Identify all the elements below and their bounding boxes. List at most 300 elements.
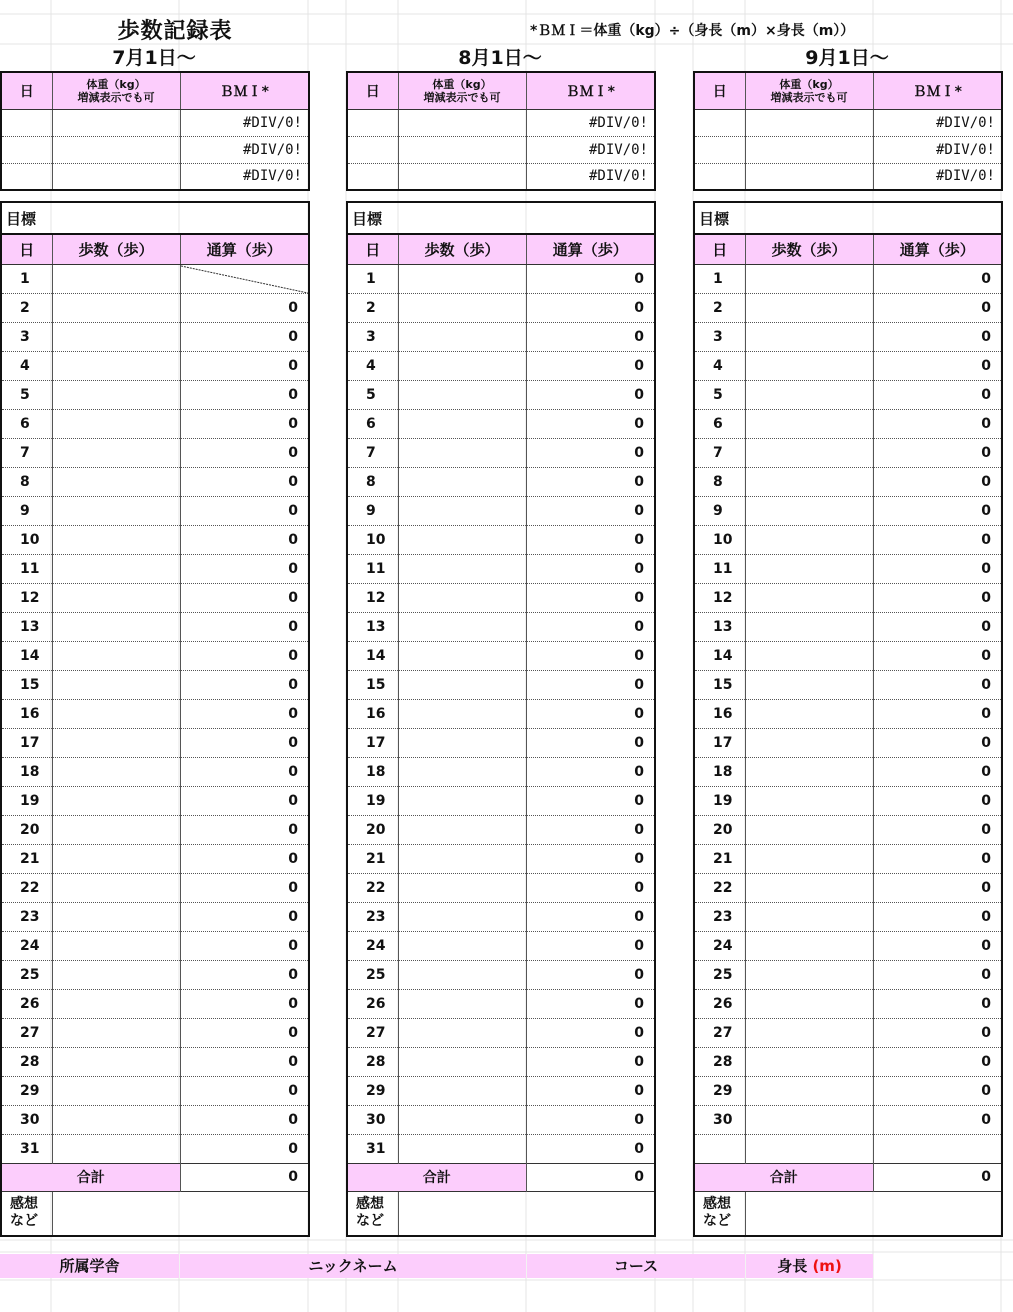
steps-cell[interactable] [745,1134,873,1163]
steps-cell[interactable] [398,699,526,728]
cumulative-cell[interactable]: 0 [526,815,655,844]
cumulative-cell[interactable]: 0 [180,815,309,844]
weight-cell[interactable] [398,136,526,163]
comment-label-line2: など [10,1213,38,1230]
day-row [1,612,309,641]
steps-cell[interactable] [52,525,180,554]
goal-input[interactable] [398,202,655,234]
steps-cell[interactable] [398,786,526,815]
day-number: 24 [1,931,52,960]
comment-input[interactable] [52,1191,309,1236]
day-row [1,699,309,728]
goal-input[interactable] [745,202,1002,234]
weight-cell[interactable] [52,163,180,190]
cumulative-cell[interactable]: 0 [873,1076,1002,1105]
day-row [1,902,309,931]
total-row [694,1163,1002,1191]
goal-row [347,202,655,234]
bmi-value[interactable]: #DIV/0! [180,163,309,190]
steps-cell[interactable] [745,1018,873,1047]
day-number: 12 [347,583,398,612]
steps-cell[interactable] [745,902,873,931]
cumulative-cell[interactable]: 0 [873,1018,1002,1047]
cumulative-cell[interactable]: 0 [180,757,309,786]
total-label: 合計 [694,1163,873,1191]
steps-cell[interactable] [398,757,526,786]
steps-cell[interactable] [52,786,180,815]
weight-cell[interactable] [745,136,873,163]
steps-cell[interactable] [52,380,180,409]
steps-cell[interactable] [745,438,873,467]
cumulative-cell[interactable]: 0 [180,931,309,960]
cumulative-cell[interactable]: 0 [873,496,1002,525]
steps-cell[interactable] [52,612,180,641]
steps-cell[interactable] [745,989,873,1018]
cumulative-cell[interactable]: 0 [873,699,1002,728]
steps-cell[interactable] [52,728,180,757]
steps-cell[interactable] [745,612,873,641]
day-number: 25 [1,960,52,989]
cumulative-cell[interactable]: 0 [526,467,655,496]
cumulative-cell[interactable]: 0 [180,873,309,902]
day-number: 6 [347,409,398,438]
cumulative-cell[interactable]: 0 [526,293,655,322]
cumulative-cell[interactable]: 0 [873,351,1002,380]
day-row [347,728,655,757]
cumulative-cell[interactable]: 0 [873,264,1002,293]
cumulative-cell[interactable]: 0 [873,728,1002,757]
steps-cell[interactable] [52,583,180,612]
steps-cell[interactable] [745,1076,873,1105]
cumulative-cell[interactable]: 0 [873,844,1002,873]
bmi-day-cell[interactable] [694,136,745,163]
cumulative-cell[interactable]: 0 [526,264,655,293]
bmi-value[interactable]: #DIV/0! [526,136,655,163]
cumulative-cell[interactable]: 0 [180,293,309,322]
steps-cell[interactable] [398,293,526,322]
day-number: 16 [347,699,398,728]
cumulative-cell[interactable]: 0 [180,902,309,931]
comment-input[interactable] [398,1191,655,1236]
weight-cell[interactable] [52,109,180,136]
comment-row [1,1191,309,1236]
steps-cell[interactable] [398,873,526,902]
cumulative-cell[interactable]: 0 [180,1047,309,1076]
weight-cell[interactable] [398,109,526,136]
cumulative-cell[interactable]: 0 [526,670,655,699]
steps-cell[interactable] [745,670,873,699]
bmi-day-cell[interactable] [694,109,745,136]
steps-cell[interactable] [745,641,873,670]
cumulative-cell[interactable]: 0 [873,467,1002,496]
cumulative-cell[interactable]: 0 [873,583,1002,612]
day-row [1,554,309,583]
steps-cell[interactable] [398,380,526,409]
cumulative-cell[interactable]: 0 [526,1134,655,1163]
steps-cell[interactable] [398,264,526,293]
cumulative-cell[interactable]: 0 [873,670,1002,699]
steps-cell[interactable] [398,902,526,931]
steps-cell[interactable] [398,496,526,525]
steps-cell[interactable] [52,1018,180,1047]
bmi-value[interactable]: #DIV/0! [873,109,1002,136]
steps-cell[interactable] [52,554,180,583]
bmi-value[interactable]: #DIV/0! [180,109,309,136]
steps-cell[interactable] [52,1047,180,1076]
bmi-day-cell[interactable] [1,163,52,190]
course-label: コース [527,1254,745,1278]
steps-cell[interactable] [52,496,180,525]
bmi-day-cell[interactable] [347,109,398,136]
cumulative-cell[interactable]: 0 [180,438,309,467]
weight-cell[interactable] [52,136,180,163]
month-title: 9月1日～ [805,47,889,69]
bmi-row [347,109,655,136]
cumulative-cell[interactable]: 0 [873,612,1002,641]
steps-cell[interactable] [745,873,873,902]
steps-cell[interactable] [398,989,526,1018]
cumulative-cell[interactable]: 0 [526,699,655,728]
nickname-label: ニックネーム [180,1254,526,1278]
steps-cell[interactable] [745,699,873,728]
goal-input[interactable] [52,202,309,234]
cumulative-cell[interactable]: 0 [180,612,309,641]
cumulative-cell[interactable]: 0 [180,1134,309,1163]
steps-cell[interactable] [398,467,526,496]
weight-header-line2: 増減表示でも可 [423,90,501,104]
day-number: 28 [1,1047,52,1076]
steps-cell[interactable] [745,264,873,293]
affiliation-label: 所属学舎 [0,1254,179,1278]
cumulative-cell[interactable]: 0 [180,670,309,699]
steps-cell[interactable] [398,322,526,351]
cumulative-cell[interactable]: 0 [873,1105,1002,1134]
steps-cell[interactable] [745,1105,873,1134]
cumulative-cell[interactable]: 0 [526,844,655,873]
cumulative-cell[interactable]: 0 [526,1076,655,1105]
cumulative-cell[interactable]: 0 [180,554,309,583]
cumulative-cell[interactable]: 0 [873,815,1002,844]
day-number: 14 [694,641,745,670]
steps-cell[interactable] [52,989,180,1018]
steps-cell[interactable] [745,351,873,380]
cumulative-cell[interactable]: 0 [873,960,1002,989]
steps-cell[interactable] [52,264,180,293]
cumulative-cell[interactable]: 0 [873,641,1002,670]
cumulative-cell[interactable]: 0 [873,409,1002,438]
steps-cell[interactable] [52,699,180,728]
steps-cell[interactable] [52,467,180,496]
cumulative-cell[interactable]: 0 [526,322,655,351]
cumulative-cell[interactable]: 0 [180,467,309,496]
steps-cell[interactable] [745,960,873,989]
steps-cell[interactable] [398,583,526,612]
steps-cell[interactable] [398,554,526,583]
steps-cell[interactable] [745,467,873,496]
cumulative-cell[interactable]: 0 [180,728,309,757]
total-value[interactable]: 0 [180,1163,309,1191]
cumulative-cell[interactable]: 0 [180,322,309,351]
steps-cell[interactable] [745,322,873,351]
bmi-day-cell[interactable] [1,136,52,163]
cumulative-cell[interactable]: 0 [873,380,1002,409]
weight-cell[interactable] [398,163,526,190]
total-value[interactable]: 0 [873,1163,1002,1191]
cumulative-cell[interactable]: 0 [873,902,1002,931]
day-row [347,670,655,699]
cumulative-cell[interactable]: 0 [180,380,309,409]
steps-cell[interactable] [52,873,180,902]
cumulative-cell[interactable]: 0 [526,960,655,989]
steps-cell[interactable] [745,554,873,583]
cumulative-cell[interactable]: 0 [180,786,309,815]
day-row [347,525,655,554]
steps-cell[interactable] [52,293,180,322]
cumulative-cell[interactable]: 0 [180,409,309,438]
cumulative-cell[interactable]: 0 [180,351,309,380]
cumulative-cell[interactable]: 0 [180,1018,309,1047]
day-number: 30 [347,1105,398,1134]
cumulative-cell[interactable]: 0 [873,1047,1002,1076]
day-number: 5 [1,380,52,409]
steps-cell[interactable] [745,496,873,525]
bmi-day-cell[interactable] [347,163,398,190]
steps-cell[interactable] [398,1134,526,1163]
day-row [694,264,1002,293]
day-row [347,293,655,322]
cumulative-cell[interactable]: 0 [180,525,309,554]
comment-label-line1: 感想 [10,1196,38,1213]
steps-cell[interactable] [52,322,180,351]
day-number: 23 [694,902,745,931]
day-row [1,641,309,670]
steps-header: 歩数（歩） [398,234,526,264]
steps-cell[interactable] [52,1105,180,1134]
cumulative-cell[interactable]: 0 [526,438,655,467]
cumulative-cell[interactable]: 0 [873,438,1002,467]
cumulative-cell[interactable]: 0 [873,322,1002,351]
steps-cell[interactable] [52,960,180,989]
cumulative-cell[interactable]: 0 [873,554,1002,583]
bmi-table [0,71,310,191]
steps-cell[interactable] [398,612,526,641]
day-number: 2 [694,293,745,322]
steps-cell[interactable] [398,1018,526,1047]
day-header: 日 [694,234,745,264]
steps-cell[interactable] [745,757,873,786]
steps-cell[interactable] [398,670,526,699]
bmi-day-cell[interactable] [347,136,398,163]
steps-cell[interactable] [398,844,526,873]
cumulative-cell[interactable]: 0 [526,786,655,815]
steps-cell[interactable] [398,1105,526,1134]
day-number: 4 [694,351,745,380]
cumulative-cell[interactable]: 0 [526,728,655,757]
footer-bar [0,1254,1013,1278]
day-row [347,1105,655,1134]
cumulative-cell[interactable]: 0 [180,1076,309,1105]
bmi-value[interactable]: #DIV/0! [526,109,655,136]
steps-cell[interactable] [745,293,873,322]
cumulative-cell[interactable]: 0 [526,496,655,525]
steps-table [346,201,656,1237]
cumulative-cell[interactable]: 0 [526,351,655,380]
bmi-value[interactable]: #DIV/0! [873,136,1002,163]
cumulative-cell[interactable]: 0 [180,699,309,728]
total-row [1,1163,309,1191]
steps-cell[interactable] [745,525,873,554]
day-number: 21 [347,844,398,873]
cumulative-cell[interactable]: 0 [180,583,309,612]
day-number: 18 [347,757,398,786]
day-row [694,844,1002,873]
steps-cell[interactable] [398,641,526,670]
day-number: 16 [1,699,52,728]
cumulative-cell[interactable]: 0 [873,525,1002,554]
day-row [1,1018,309,1047]
cumulative-cell[interactable]: 0 [873,931,1002,960]
day-number: 29 [694,1076,745,1105]
cumulative-cell[interactable]: 0 [180,496,309,525]
weight-cell[interactable] [745,163,873,190]
cumulative-cell[interactable]: 0 [180,960,309,989]
steps-cell[interactable] [52,815,180,844]
cumulative-cell[interactable]: 0 [873,293,1002,322]
steps-cell[interactable] [52,844,180,873]
steps-cell[interactable] [745,931,873,960]
steps-cell[interactable] [398,931,526,960]
day-row [694,989,1002,1018]
cumulative-cell[interactable]: 0 [180,1105,309,1134]
cumulative-cell[interactable]: 0 [873,873,1002,902]
day-number: 24 [694,931,745,960]
steps-cell[interactable] [745,844,873,873]
day-number: 22 [694,873,745,902]
day-number: 24 [347,931,398,960]
cumulative-cell[interactable]: 0 [526,757,655,786]
cumulative-cell[interactable]: 0 [873,989,1002,1018]
bmi-value[interactable]: #DIV/0! [526,163,655,190]
day-row [347,699,655,728]
steps-cell[interactable] [745,728,873,757]
bmi-value[interactable]: #DIV/0! [873,163,1002,190]
day-row [694,902,1002,931]
steps-cell[interactable] [52,1134,180,1163]
day-row [347,641,655,670]
cumulative-cell[interactable]: 0 [526,380,655,409]
steps-cell[interactable] [52,757,180,786]
cumulative-cell[interactable]: 0 [526,409,655,438]
steps-cell[interactable] [52,931,180,960]
day-number: 26 [1,989,52,1018]
bmi-row [1,163,309,190]
cumulative-cell[interactable]: 0 [526,1105,655,1134]
steps-cell[interactable] [398,409,526,438]
comment-input[interactable] [745,1191,1002,1236]
steps-cell[interactable] [52,641,180,670]
steps-cell[interactable] [398,815,526,844]
day-number: 2 [1,293,52,322]
weight-header-line1: 体重（kg） [432,77,492,91]
steps-cell[interactable] [745,380,873,409]
day-number: 20 [347,815,398,844]
steps-cell[interactable] [52,438,180,467]
cumulative-cell[interactable]: 0 [526,989,655,1018]
day-number: 3 [694,322,745,351]
steps-cell[interactable] [745,583,873,612]
day-row [347,960,655,989]
bmi-day-cell[interactable] [1,109,52,136]
cumulative-cell[interactable]: 0 [180,641,309,670]
steps-cell[interactable] [398,351,526,380]
cumulative-cell[interactable]: 0 [526,873,655,902]
day-header: 日 [694,72,745,109]
steps-cell[interactable] [52,409,180,438]
goal-row [694,202,1002,234]
steps-cell[interactable] [398,1076,526,1105]
total-value[interactable]: 0 [526,1163,655,1191]
day-row [1,873,309,902]
cumulative-cell[interactable]: 0 [526,583,655,612]
day-number: 15 [347,670,398,699]
steps-cell[interactable] [398,728,526,757]
day-number: 28 [347,1047,398,1076]
day-row [347,583,655,612]
cumulative-cell[interactable]: 0 [526,554,655,583]
cumulative-cell[interactable]: 0 [526,641,655,670]
day-row [347,467,655,496]
steps-cell[interactable] [398,438,526,467]
day-number: 11 [694,554,745,583]
day-number: 12 [694,583,745,612]
cumulative-cell[interactable]: 0 [873,757,1002,786]
cumulative-cell[interactable]: 0 [526,1047,655,1076]
cumulative-cell[interactable]: 0 [526,525,655,554]
cumulative-cell[interactable]: 0 [526,931,655,960]
steps-cell[interactable] [398,525,526,554]
cumulative-cell[interactable]: 0 [180,844,309,873]
cumulative-cell[interactable]: 0 [526,1018,655,1047]
steps-cell[interactable] [745,786,873,815]
cumulative-cell[interactable]: 0 [180,989,309,1018]
day-row [694,873,1002,902]
day-number: 18 [1,757,52,786]
steps-cell[interactable] [52,902,180,931]
steps-cell[interactable] [52,1076,180,1105]
bmi-day-cell[interactable] [694,163,745,190]
bmi-value[interactable]: #DIV/0! [180,136,309,163]
day-row [1,815,309,844]
day-number: 23 [347,902,398,931]
cumulative-cell[interactable] [180,264,309,293]
steps-cell[interactable] [398,1047,526,1076]
cumulative-cell[interactable]: 0 [526,902,655,931]
day-number: 21 [694,844,745,873]
cumulative-cell[interactable]: 0 [873,786,1002,815]
steps-cell[interactable] [52,351,180,380]
month-title: 8月1日～ [458,47,542,69]
cumulative-cell[interactable]: 0 [526,612,655,641]
day-row [347,786,655,815]
steps-cell[interactable] [745,815,873,844]
steps-cell[interactable] [398,960,526,989]
steps-cell[interactable] [52,670,180,699]
cumulative-cell[interactable] [873,1134,1002,1163]
steps-cell[interactable] [745,409,873,438]
steps-cell[interactable] [745,1047,873,1076]
weight-cell[interactable] [745,109,873,136]
day-row [347,989,655,1018]
